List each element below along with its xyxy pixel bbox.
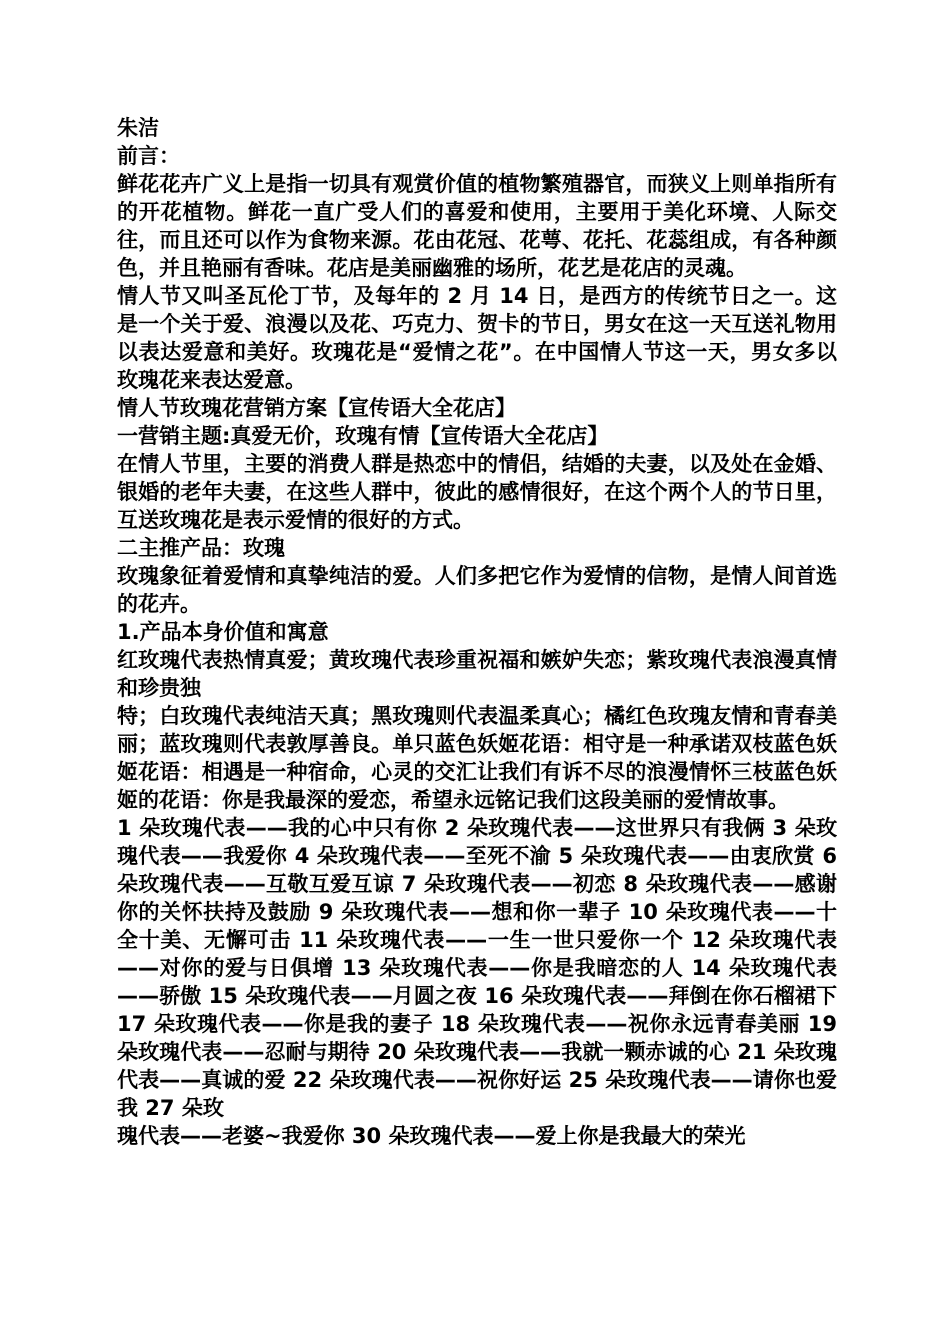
preface-heading: 前言： <box>117 144 180 168</box>
author-name: 朱洁 <box>117 116 159 140</box>
paragraph-rose-colors: 红玫瑰代表热情真爱；黄玫瑰代表珍重祝福和嫉妒失恋；紫玫瑰代表浪漫真情和珍贵独 <box>117 648 837 700</box>
paragraph-target-audience: 在情人节里，主要的消费人群是热恋中的情侣，结婚的夫妻，以及处在金婚、银婚的老年夫妻，在这些人群中，彼此的感情很好，在这个两个人的节日里，互送玫瑰花是表示爱情的很好的方式。 <box>117 452 837 532</box>
paragraph-rose-counts-end: 瑰代表——老婆~我爱你 30 朵玫瑰代表——爱上你是我最大的荣光 <box>117 1124 746 1148</box>
paragraph-valentines-intro: 情人节又叫圣瓦伦丁节，及每年的 2 月 14 日，是西方的传统节日之一。这是一个关于爱、浪漫以及花、巧克力、贺卡的节日，男女在这一天互送礼物用以表达爱意和美好。玫瑰花是“爱情之花”。在中国情人节这一天，男女多以玫瑰花来表达爱意。 <box>117 284 837 392</box>
section-title-marketing-plan: 情人节玫瑰花营销方案【宣传语大全花店】 <box>117 396 516 420</box>
document-page <box>117 114 837 1150</box>
paragraph-flowers-intro: 鲜花花卉广义上是指一切具有观赏价值的植物繁殖器官，而狭义上则单指所有的开花植物。鲜花一直广受人们的喜爱和使用，主要用于美化环境、人际交往，而且还可以作为食物来源。花由花冠、花萼、花托、花蕊组成，有各种颜色，并且艳丽有香味。花店是美丽幽雅的场所，花艺是花店的灵魂。 <box>117 172 837 280</box>
subheading-product-value: 1.产品本身价值和寓意 <box>117 620 329 644</box>
paragraph-rose-meanings: 特；白玫瑰代表纯洁天真；黑玫瑰则代表温柔真心；橘红色玫瑰友情和青春美丽；蓝玫瑰则代表敦厚善良。单只蓝色妖姬花语：相守是一种承诺双枝蓝色妖姬花语：相遇是一种宿命，心灵的交汇让我们有诉不尽的浪漫情怀三枝蓝色妖姬的花语：你是我最深的爱恋，希望永远铭记我们这段美丽的爱情故事。 <box>117 704 837 812</box>
section-heading-product: 二主推产品：玫瑰 <box>117 536 285 560</box>
paragraph-rose-counts: 1 朵玫瑰代表——我的心中只有你 2 朵玫瑰代表——这世界只有我俩 3 朵玫瑰代表——我爱你 4 朵玫瑰代表——至死不渝 5 朵玫瑰代表——由衷欣赏 6 朵玫瑰代表——互敬互爱互谅 7 朵玫瑰代表——初恋 8 朵玫瑰代表——感谢你的关怀扶持及鼓励 9 朵玫瑰代表——想和你一辈子 10 朵玫瑰代表——十全十美、无懈可击 11 朵玫瑰代表——一生一世只爱你一个 12 朵玫瑰代表——对你的爱与日俱增 13 朵玫瑰代表——你是我暗恋的人 14 朵玫瑰代表——骄傲 15 朵玫瑰代表——月圆之夜 16 朵玫瑰代表——拜倒在你石榴裙下 17 朵玫瑰代表——你是我的妻子 18 朵玫瑰代表——祝你永远青春美丽 19 朵玫瑰代表——忍耐与期待 20 朵玫瑰代表——我就一颗赤诚的心 21 朵玫瑰代表——真诚的爱 22 朵玫瑰代表——祝你好运 25 朵玫瑰代表——请你也爱我 27 朵玫 <box>117 816 837 1120</box>
section-heading-theme: 一营销主题:真爱无价，玫瑰有情【宣传语大全花店】 <box>117 424 609 448</box>
paragraph-rose-symbol: 玫瑰象征着爱情和真挚纯洁的爱。人们多把它作为爱情的信物，是情人间首选的花卉。 <box>117 564 837 616</box>
